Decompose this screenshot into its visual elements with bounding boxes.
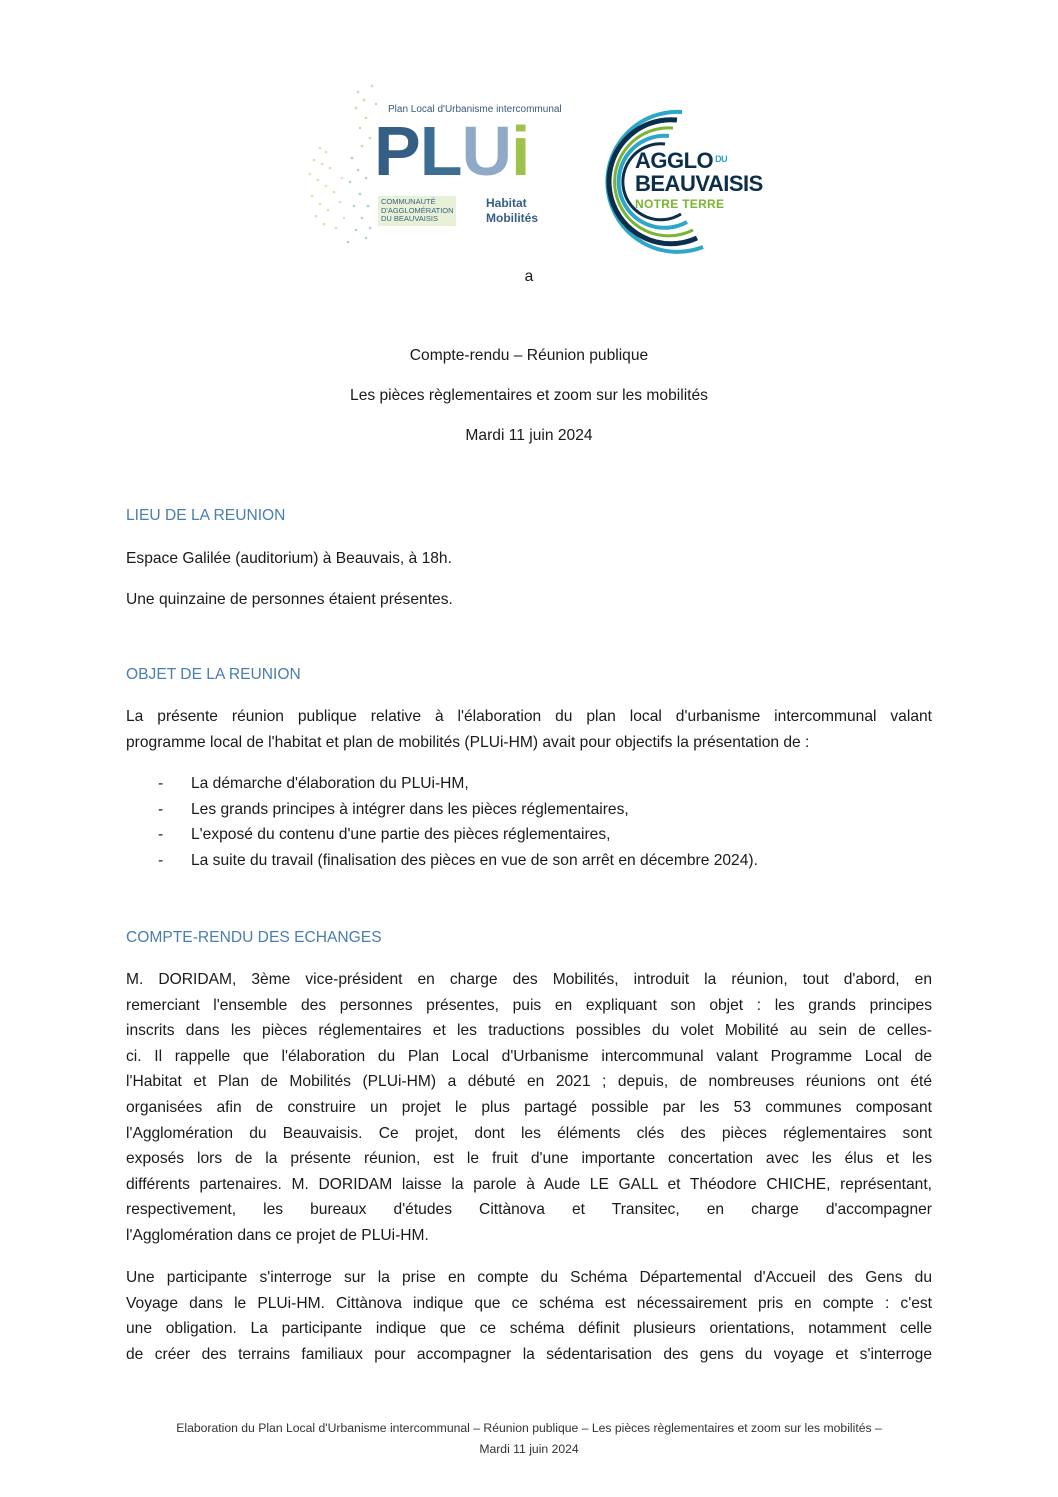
footer-line1: Elaboration du Plan Local d'Urbanisme intercommunal – Réunion publique – Les pièces règlementaires et zoom sur les mobilités – <box>176 1421 882 1435</box>
plui-wordmark: PLUi <box>374 112 530 190</box>
paragraph-location: Espace Galilée (auditorium) à Beauvais, à 18h. <box>126 550 452 567</box>
plui-subtitle: Habitat Mobilités <box>486 196 539 225</box>
paragraph-attendance: Une quinzaine de personnes étaient présentes. <box>126 591 453 608</box>
section-heading-objet: OBJET DE LA REUNION <box>126 666 301 683</box>
agglo-line3: NOTRE TERRE <box>635 197 725 211</box>
section-heading-echanges: COMPTE-RENDU DES ECHANGES <box>126 929 382 946</box>
plui-tagline: Plan Local d'Urbanisme intercommunal <box>388 104 562 115</box>
list-item: - Les grands principes à intégrer dans les pièces réglementaires, <box>158 800 629 818</box>
objectives-list <box>126 771 932 873</box>
paragraph-echanges-1: M. DORIDAM, 3ème vice-président en charge des Mobilités, introduit la réunion, tout d'abord, en remerciant l'ensemble des personnes présentes, puis en expliquant son objet : les grands principes inscrits dans les pièces réglementaires et les traductions possibles du volet Mobilité au sein de celles- ci. Il rappelle que l'élaboration du Plan Local d'Urbanisme intercommunal valant Programme Local de l'Habitat et Plan de Mobilités (PLUi-HM) a débuté en 2021 ; depuis, de nombreuses réunions ont été organisées afin de construire un projet le plus partagé possible par les 53 communes composant l'Agglomération du Beauvaisis. Ce projet, dont les éléments clés des pièces réglementaires sont exposés lors de la présente réunion, est le fruit d'une importante concertation avec les élus et les différents partenaires. M. DORIDAM laisse la parole à Aude LE GALL et Théodore CHICHE, représentant, respectivement, les bureaux d'études Cittànova et Transitec, en charge d'accompagner l'Agglomération dans ce projet de PLUi-HM. <box>126 971 932 1244</box>
plui-logo <box>300 78 565 258</box>
list-item: - L'exposé du contenu d'une partie des pièces réglementaires, <box>158 826 611 843</box>
stray-character: a <box>524 268 534 285</box>
paragraph-objet-intro: La présente réunion publique relative à l'élaboration du plan local d'urbanisme intercommunal valant programme local de l'habitat et plan de mobilités (PLUi-HM) avait pour objectifs la présentation de : <box>126 708 932 751</box>
doc-subtitle: Les pièces règlementaires et zoom sur les mobilités <box>350 387 708 404</box>
agglo-line1: AGGLO $^{DU}$ <box>635 148 728 173</box>
page-footer <box>0 1418 1058 1459</box>
section-heading-lieu: LIEU DE LA REUNION <box>126 507 286 524</box>
doc-title: Compte-rendu – Réunion publique <box>409 347 649 364</box>
plui-community-label: COMMUNAUTÉ D'AGGLOMÉRATION DU BEAUVAISIS <box>378 196 456 226</box>
logo-banner <box>300 78 780 258</box>
doc-date: Mardi 11 juin 2024 <box>465 427 593 444</box>
list-item: - La suite du travail (finalisation des pièces en vue de son arrêt en décembre 2024). <box>158 851 758 869</box>
footer-line2: Mardi 11 juin 2024 <box>479 1441 579 1456</box>
agglo-line2: BEAUVAISIS <box>635 171 763 196</box>
paragraph-echanges-2: Une participante s'interroge sur la prise en compte du Schéma Départemental d'Accueil des Gens du Voyage dans le PLUi-HM. Cittànova indique que ce schéma est nécessairement pris en compte : c'est une obligation. La participante indique que ce schéma définit plusieurs orientations, notamment celle de créer des terrains familiaux pour accompagner la sédentarisation des gens du voyage et s'interroge <box>126 1269 932 1363</box>
list-item: - La démarche d'élaboration du PLUi-HM, <box>158 775 469 792</box>
agglo-beauvaisis-logo <box>585 106 780 256</box>
